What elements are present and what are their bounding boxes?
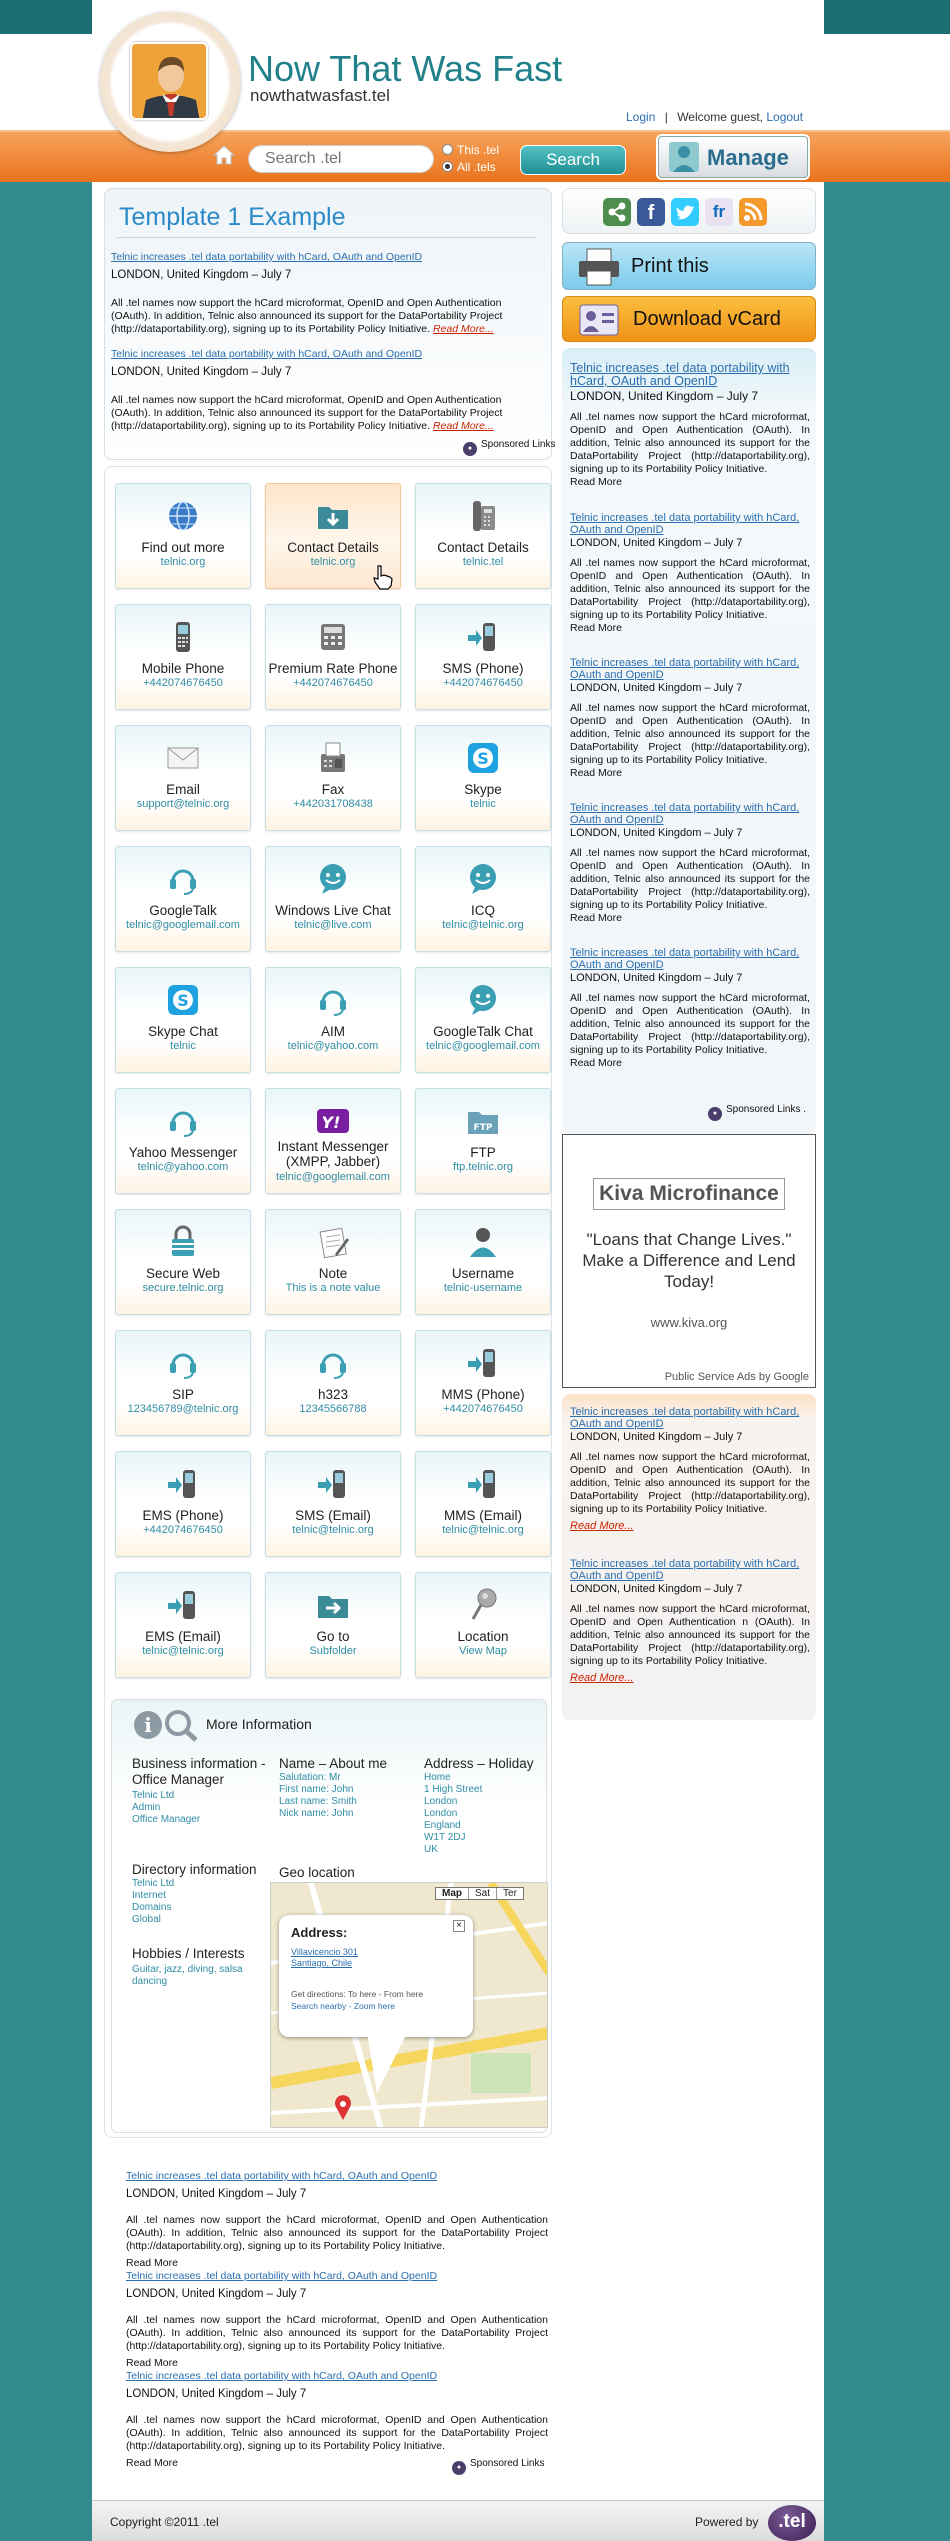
address-values	[424, 1772, 482, 1856]
news-item	[126, 2266, 548, 2371]
name-value: Nick name: John	[279, 1808, 354, 1819]
contact-tile[interactable]	[115, 483, 251, 589]
sponsored-icon: ●	[708, 1107, 722, 1121]
skype-icon	[165, 982, 201, 1018]
sms-icon	[465, 1345, 501, 1381]
contact-tile[interactable]	[415, 1572, 551, 1678]
contact-tile[interactable]	[115, 846, 251, 952]
contact-tile[interactable]	[115, 1451, 251, 1557]
chat-bubble-icon	[465, 982, 501, 1018]
news-item	[111, 247, 539, 336]
tile-value: telnic@googlemail.com	[276, 1171, 390, 1183]
address-value: England	[424, 1820, 461, 1831]
site-domain: nowthatwasfast.tel	[250, 86, 390, 105]
search-input[interactable]	[248, 145, 434, 173]
tile-value: 123456789@telnic.org	[127, 1403, 239, 1415]
home-icon[interactable]	[213, 145, 235, 165]
news-body: All .tel names now support the hCard microformat, OpenID and Open Authentication (OAuth). In addition, Telnic also announced its support for the DataPortability Project (http://dataportability.org), signing up to its Portability Policy Initiative.	[570, 411, 810, 475]
hobbies-values	[132, 1964, 243, 1988]
address-heading: Address – Holiday	[424, 1756, 534, 1771]
map-pin-icon	[465, 1587, 501, 1623]
read-more-link[interactable]: Read More	[570, 1057, 622, 1069]
sms-icon	[165, 1466, 201, 1502]
contact-tile[interactable]	[265, 483, 401, 589]
directory-value: Global	[132, 1914, 161, 1925]
news-item	[570, 947, 810, 1070]
hobbies-heading: Hobbies / Interests	[132, 1946, 245, 1961]
svg-text:FTP: FTP	[473, 1123, 493, 1133]
news-text: All .tel names now support the hCard microformat, OpenID and Open Authentication (OAuth). In addition, Telnic also announced its support for the DataPortability Project (http://dataportability.org), signing up to its Portability Policy Initiative.	[111, 297, 503, 335]
read-more-link[interactable]: Read More	[570, 912, 622, 924]
terrain-button[interactable]: Ter	[503, 1888, 517, 1899]
news-item	[126, 2166, 548, 2271]
business-value: Office Manager	[132, 1814, 201, 1825]
sponsored-icon: ●	[463, 442, 477, 456]
headset-icon	[165, 1103, 201, 1139]
divider	[117, 237, 537, 238]
sponsored-links[interactable]	[463, 439, 556, 456]
twitter-icon[interactable]	[671, 198, 699, 226]
fax-icon	[315, 740, 351, 776]
news-link[interactable]: Telnic increases .tel data portability with hCard, OAuth and OpenID	[570, 802, 800, 826]
premium-phone-icon	[315, 619, 351, 655]
contact-tile[interactable]	[265, 604, 401, 710]
read-more-link[interactable]: Read More	[570, 622, 622, 634]
name-value: Salutation: Mr	[279, 1772, 341, 1783]
user-links	[626, 110, 803, 124]
tile-value: telnic.org	[160, 556, 206, 568]
folder-download-icon	[315, 498, 351, 534]
hobbies-value: dancing	[132, 1976, 168, 1987]
address-value: UK	[424, 1844, 438, 1855]
news-date: LONDON, United Kingdom – July 7	[570, 537, 743, 549]
share-bar	[562, 188, 816, 234]
contact-tile[interactable]	[265, 846, 401, 952]
radio-this-tel[interactable]	[442, 143, 499, 157]
contact-tile[interactable]	[415, 604, 551, 710]
directory-value: Domains	[132, 1902, 172, 1913]
news-link[interactable]: Telnic increases .tel data portability with hCard, OAuth and OpenID	[111, 251, 423, 263]
news-link[interactable]: Telnic increases .tel data portability with hCard, OAuth and OpenID	[570, 361, 790, 388]
news-body: All .tel names now support the hCard microformat, OpenID and Open Authentication (OAuth). In addition, Telnic also announced its support for the DataPortability Project (http://dataportability.org), signing up to its Portability Policy Initiative.	[570, 992, 810, 1056]
manage-button[interactable]	[658, 136, 808, 178]
tile-value: This is a note value	[285, 1282, 381, 1294]
sponsored-label: Sponsored Links .	[726, 1104, 807, 1115]
news-link[interactable]: Telnic increases .tel data portability with hCard, OAuth and OpenID	[126, 2270, 438, 2282]
more-info-title: More Information	[206, 1716, 312, 1732]
news-link[interactable]: Telnic increases .tel data portability with hCard, OAuth and OpenID	[570, 1558, 800, 1582]
manage-label: Manage	[707, 145, 789, 170]
tile-value: ftp.telnic.org	[453, 1161, 513, 1173]
tile-title: SMS (Phone)	[442, 661, 524, 676]
news-link[interactable]: Telnic increases .tel data portability with hCard, OAuth and OpenID	[570, 947, 800, 971]
tile-value: telnic-username	[443, 1282, 523, 1294]
tile-value: telnic@yahoo.com	[137, 1161, 229, 1173]
globe-icon	[165, 498, 201, 534]
tile-value: 12345566788	[299, 1403, 367, 1415]
contact-tile[interactable]	[115, 1330, 251, 1436]
popup-tail	[367, 2033, 407, 2093]
tile-value: +442074676450	[143, 677, 223, 689]
mobile-phone-icon	[165, 619, 201, 655]
news-item	[570, 802, 810, 925]
business-value: Admin	[132, 1802, 161, 1813]
sms-icon	[315, 1466, 351, 1502]
separator: |	[664, 110, 668, 124]
contact-tile[interactable]	[265, 725, 401, 831]
copyright: Copyright ©2011 .tel	[110, 2515, 219, 2529]
news-body: All .tel names now support the hCard microformat, OpenID and Open Authentication (OAuth). In addition, Telnic also announced its support for the DataPortability Project (http://dataportability.org), signing up to its Portability Policy Initiative.	[126, 2414, 548, 2452]
news-sidebar	[562, 348, 816, 1134]
close-icon[interactable]: ×	[453, 1920, 465, 1932]
radio-all-tels[interactable]	[442, 160, 496, 174]
contact-tile[interactable]	[265, 1330, 401, 1436]
name-value: First name: John	[279, 1784, 354, 1795]
contact-tile[interactable]	[265, 967, 401, 1073]
email-icon	[165, 740, 201, 776]
news-link[interactable]: Telnic increases .tel data portability with hCard, OAuth and OpenID	[111, 348, 423, 360]
tile-value: telnic.tel	[462, 556, 504, 568]
print-label: Print this	[631, 255, 709, 277]
tile-value: telnic@telnic.org	[292, 1524, 374, 1536]
sms-icon	[165, 1587, 201, 1623]
contact-tile[interactable]	[115, 725, 251, 831]
address-value: London	[424, 1808, 458, 1819]
tile-title: Username	[451, 1266, 515, 1281]
headset-icon	[315, 1345, 351, 1381]
office-phone-icon	[465, 498, 501, 534]
svg-text:S: S	[477, 749, 489, 768]
ad-title: Kiva Microfinance	[593, 1178, 785, 1210]
svg-text:Y!: Y!	[321, 1113, 341, 1132]
tile-value: telnic@telnic.org	[142, 1645, 224, 1657]
radio-this-label: This .tel	[457, 143, 500, 157]
tile-title: SMS (Email)	[295, 1508, 371, 1523]
welcome-text: Welcome guest,	[677, 110, 764, 124]
contact-tile[interactable]	[115, 1088, 251, 1194]
news-item	[111, 344, 539, 433]
headset-icon	[165, 1345, 201, 1381]
contact-tile[interactable]	[265, 1451, 401, 1557]
tile-value: +442074676450	[443, 1403, 523, 1415]
tile-value: telnic@live.com	[294, 919, 372, 931]
news-body	[111, 394, 539, 433]
hand-cursor-icon	[372, 564, 394, 590]
tile-title: Contact Details	[437, 540, 529, 555]
contact-tile[interactable]	[265, 1572, 401, 1678]
name-value: Last name: Smith	[279, 1796, 357, 1807]
news-body	[111, 297, 539, 336]
news-link[interactable]: Telnic increases .tel data portability with hCard, OAuth and OpenID	[126, 2170, 438, 2182]
popup-title: Address:	[291, 1925, 348, 1940]
name-heading: Name – About me	[279, 1756, 388, 1771]
chat-bubble-icon	[315, 861, 351, 897]
search-button[interactable]: Search	[520, 145, 626, 175]
news-item	[570, 1406, 810, 1534]
tile-value: telnic@yahoo.com	[287, 1040, 379, 1052]
tile-value: support@telnic.org	[136, 798, 230, 810]
tile-value: +442074676450	[143, 1524, 223, 1536]
contact-tile[interactable]	[415, 1209, 551, 1315]
tile-value: telnic	[170, 1040, 196, 1052]
business-values	[132, 1790, 200, 1826]
site-title: Now That Was Fast	[248, 48, 563, 89]
tile-value: +442074676450	[293, 677, 373, 689]
ad-url: www.kiva.org	[650, 1315, 728, 1330]
tile-value: +442074676450	[443, 677, 523, 689]
read-more-link[interactable]: Read More...	[570, 1520, 634, 1532]
tile-title: Go to	[316, 1629, 350, 1644]
news-date: LONDON, United Kingdom – July 7	[570, 827, 743, 839]
news-date: LONDON, United Kingdom – July 7	[570, 1431, 743, 1443]
address-value: W1T 2DJ	[424, 1832, 466, 1843]
tile-title: h323	[317, 1387, 349, 1402]
radio-button-selected[interactable]	[442, 161, 453, 172]
popup-directions[interactable]: Get directions: To here - From here	[291, 1989, 424, 1999]
geo-heading: Geo location	[279, 1865, 355, 1880]
map-popup	[279, 1915, 473, 2037]
news-date: LONDON, United Kingdom – July 7	[570, 682, 743, 694]
contact-tile[interactable]	[415, 1088, 551, 1194]
tile-title: Windows Live Chat	[275, 903, 391, 918]
tile-title: Note	[318, 1266, 348, 1281]
ad-slogan: "Loans that Change Lives." Make a Difference and Lend Today!	[582, 1230, 796, 1291]
contact-tile[interactable]	[115, 1572, 251, 1678]
read-more-link[interactable]: Read More...	[432, 323, 494, 335]
avatar	[130, 42, 208, 120]
contact-tile[interactable]	[265, 1209, 401, 1315]
sms-icon	[465, 1466, 501, 1502]
tile-title: Find out more	[141, 540, 225, 555]
sponsored-icon: ●	[452, 2461, 466, 2475]
contact-tile[interactable]	[115, 967, 251, 1073]
sponsored-label: Sponsored Links	[470, 2458, 545, 2469]
tile-title: FTP	[470, 1145, 496, 1160]
tile-title: Location	[457, 1629, 509, 1644]
svg-text:S: S	[177, 991, 189, 1010]
tile-title: Instant Messenger (XMPP, Jabber)	[277, 1139, 389, 1169]
satellite-button[interactable]: Sat	[469, 1888, 497, 1899]
tile-title: MMS (Phone)	[441, 1387, 525, 1402]
tile-title: Premium Rate Phone	[268, 661, 398, 676]
news-item	[570, 657, 810, 780]
map-marker-icon[interactable]	[334, 2095, 352, 2121]
tile-title: GoogleTalk Chat	[433, 1024, 533, 1039]
lock-icon	[165, 1224, 201, 1260]
read-more-link[interactable]: Read More	[570, 767, 622, 779]
contact-tile[interactable]	[415, 846, 551, 952]
popup-line: Villavicencio 301	[291, 1947, 358, 1957]
tile-value: telnic@googlemail.com	[426, 1040, 540, 1052]
news-text: All .tel names now support the hCard microformat, OpenID and Open Authentication (OAuth). In addition, Telnic also announced its support for the DataPortability Project (http://dataportability.org), signing up to its Portability Policy Initiative.	[111, 394, 503, 432]
sponsored-label: Sponsored Links	[481, 439, 556, 450]
sponsored-links[interactable]	[708, 1104, 806, 1121]
rss-icon[interactable]	[739, 198, 767, 226]
ftp-folder-icon	[465, 1103, 501, 1139]
headset-icon	[315, 982, 351, 1018]
facebook-icon[interactable]: f	[637, 198, 665, 226]
tile-value: telnic@googlemail.com	[126, 919, 240, 931]
tile-title: GoogleTalk	[149, 903, 217, 918]
tile-title: Email	[166, 782, 200, 797]
template-panel	[104, 188, 556, 460]
contact-tile[interactable]	[265, 1088, 401, 1194]
news-date: LONDON, United Kingdom – July 7	[126, 2288, 307, 2300]
address-value: 1 High Street	[424, 1784, 483, 1795]
contact-tile[interactable]	[415, 483, 551, 589]
read-more-link[interactable]: Read More	[126, 2457, 178, 2469]
news-item	[570, 512, 810, 635]
popup-search[interactable]: Search nearby - Zoom here	[291, 2001, 395, 2011]
read-more-link[interactable]: Read More...	[432, 420, 494, 432]
footer	[92, 2500, 824, 2541]
news-body: All .tel names now support the hCard microformat, OpenID and Open Authentication (OAuth). In addition, Telnic also announced its support for the DataPortability Project (http://dataportability.org), signing up to its Portability Policy Initiative.	[126, 2314, 548, 2352]
contact-tile[interactable]	[415, 1330, 551, 1436]
tile-title: Fax	[321, 782, 345, 797]
news-date: LONDON, United Kingdom – July 7	[111, 366, 292, 378]
contact-tile[interactable]	[415, 967, 551, 1073]
contact-tile[interactable]	[115, 604, 251, 710]
read-more-link[interactable]: Read More	[126, 2357, 178, 2369]
contact-tile[interactable]	[415, 1451, 551, 1557]
header	[0, 0, 950, 185]
contact-tile[interactable]	[415, 725, 551, 831]
address-value: Home	[424, 1772, 451, 1783]
download-vcard-button[interactable]	[562, 296, 816, 342]
directory-value: Telnic Ltd	[132, 1878, 175, 1889]
contacts-panel	[104, 466, 552, 2138]
tile-value: Subfolder	[309, 1645, 357, 1657]
news-link[interactable]: Telnic increases .tel data portability with hCard, OAuth and OpenID	[570, 512, 800, 536]
tile-title: MMS (Email)	[444, 1508, 522, 1523]
directory-value: Internet	[132, 1890, 166, 1901]
folder-arrow-icon	[315, 1587, 351, 1623]
read-more-link[interactable]: Read More	[570, 476, 622, 488]
tile-value: View Map	[458, 1645, 508, 1657]
news-item	[570, 1558, 810, 1686]
printer-icon	[577, 247, 621, 287]
skype-icon	[465, 740, 501, 776]
tel-logo[interactable]: .tel	[768, 2505, 816, 2541]
page-title: Template 1 Example	[119, 203, 346, 231]
contact-tile[interactable]	[115, 1209, 251, 1315]
chat-bubble-icon	[465, 861, 501, 897]
manage-user-icon	[669, 142, 699, 172]
news-date: LONDON, United Kingdom – July 7	[126, 2388, 307, 2400]
headset-icon	[165, 861, 201, 897]
news-link[interactable]: Telnic increases .tel data portability with hCard, OAuth and OpenID	[570, 1406, 800, 1430]
ads-by-google[interactable]: Public Service Ads by Google	[664, 1371, 809, 1383]
note-icon	[315, 1224, 351, 1260]
sms-icon	[465, 619, 501, 655]
news-item	[570, 362, 810, 489]
read-more-link[interactable]: Read More	[126, 2257, 178, 2269]
tile-value: telnic	[470, 798, 496, 810]
map-button[interactable]: Map	[436, 1888, 469, 1899]
tile-title: Yahoo Messenger	[128, 1145, 238, 1160]
hobbies-value: Guitar, jazz, diving, salsa	[132, 1964, 243, 1975]
vcard-icon	[579, 302, 619, 338]
address-value: London	[424, 1796, 458, 1807]
news-body: All .tel names now support the hCard microformat, OpenID and Open Authentication (OAuth). In addition, Telnic also announced its support for the DataPortability Project (http://dataportability.org), signing up to its Portability Policy Initiative.	[570, 847, 810, 911]
tile-value: telnic@telnic.org	[442, 1524, 524, 1536]
map-type-buttons	[435, 1887, 524, 1900]
tile-title: Contact Details	[287, 540, 379, 555]
tile-title: AIM	[320, 1024, 345, 1039]
info-search-icon	[132, 1708, 200, 1742]
tile-title: EMS (Email)	[145, 1629, 221, 1644]
tile-title: SIP	[172, 1387, 194, 1402]
news-date: LONDON, United Kingdom – July 7	[111, 269, 292, 281]
tile-value: +442031708438	[293, 798, 373, 810]
directory-heading: Directory information	[132, 1862, 257, 1877]
tile-title: Skype	[464, 782, 502, 797]
news-date: LONDON, United Kingdom – July 7	[570, 389, 759, 403]
news-date: LONDON, United Kingdom – July 7	[126, 2188, 307, 2200]
directory-values	[132, 1878, 174, 1926]
tile-value: telnic@telnic.org	[442, 919, 524, 931]
friendfeed-icon[interactable]: fr	[705, 198, 733, 226]
logout-link[interactable]: Logout	[766, 110, 804, 124]
name-values	[279, 1772, 357, 1820]
news-body: All .tel names now support the hCard microformat, OpenID and Open Authentication (OAuth). In addition, Telnic also announced its support for the DataPortability Project (http://dataportability.org), signing up to its Portability Policy Initiative.	[570, 702, 810, 766]
news-link[interactable]: Telnic increases .tel data portability with hCard, OAuth and OpenID	[126, 2370, 438, 2382]
news-body: All .tel names now support the hCard microformat, OpenID and Open Authentication (OAuth). In addition, Telnic also announced its support for the DataPortability Project (http://dataportability.org), signing up to its Portability Policy Initiative.	[126, 2214, 548, 2252]
powered-by: Powered by	[695, 2515, 759, 2529]
radio-all-label: All .tels	[457, 160, 496, 174]
news-sidebar-2	[562, 1394, 816, 1720]
sponsored-links[interactable]	[452, 2458, 545, 2475]
read-more-link[interactable]: Read More...	[570, 1672, 634, 1684]
share-icon[interactable]	[603, 198, 631, 226]
tile-title: Mobile Phone	[141, 661, 225, 676]
news-date: LONDON, United Kingdom – July 7	[570, 972, 743, 984]
yahoo-icon	[315, 1103, 351, 1139]
geo-map[interactable]	[270, 1882, 548, 2128]
tile-value: telnic.org	[310, 556, 356, 568]
news-date: LONDON, United Kingdom – July 7	[570, 1583, 743, 1595]
news-body: All .tel names now support the hCard microformat, OpenID and Open Authentication (OAuth). In addition, Telnic also announced its support for the DataPortability Project (http://dataportability.org), signing up to its Portability Policy Initiative.	[570, 557, 810, 621]
print-button[interactable]	[562, 242, 816, 290]
news-body: All .tel names now support the hCard microformat, OpenID and Open Authentication (OAuth). In addition, Telnic also announced its support for the DataPortability Project (http://dataportability.org), signing up to its Portability Policy Initiative.	[570, 1451, 810, 1515]
radio-button[interactable]	[442, 144, 453, 155]
vcard-label: Download vCard	[633, 308, 781, 330]
tile-title: Secure Web	[145, 1266, 221, 1281]
popup-address[interactable]	[291, 1947, 358, 1969]
business-value: Telnic Ltd	[132, 1790, 175, 1801]
user-icon	[465, 1224, 501, 1260]
login-link[interactable]: Login	[626, 110, 656, 124]
person-icon	[132, 44, 208, 120]
kiva-ad[interactable]	[562, 1134, 816, 1388]
business-heading: Business information - Office Manager	[132, 1756, 266, 1787]
news-body: All .tel names now support the hCard microformat, OpenID and Open Authentication n (OAuth). In addition, Telnic also announced its support for the DataPortability Project (http://dataportability.org), signing up to its Portability Policy Initiative.	[570, 1603, 810, 1667]
news-item	[126, 2366, 548, 2471]
tile-title: ICQ	[470, 903, 495, 918]
news-link[interactable]: Telnic increases .tel data portability with hCard, OAuth and OpenID	[570, 657, 800, 681]
tile-value: secure.telnic.org	[142, 1282, 224, 1294]
tile-title: Skype Chat	[148, 1024, 218, 1039]
more-information	[111, 1699, 547, 2133]
popup-line: Santiago, Chile	[291, 1958, 353, 1968]
tile-title: EMS (Phone)	[142, 1508, 224, 1523]
svg-text:i: i	[144, 1713, 152, 1737]
